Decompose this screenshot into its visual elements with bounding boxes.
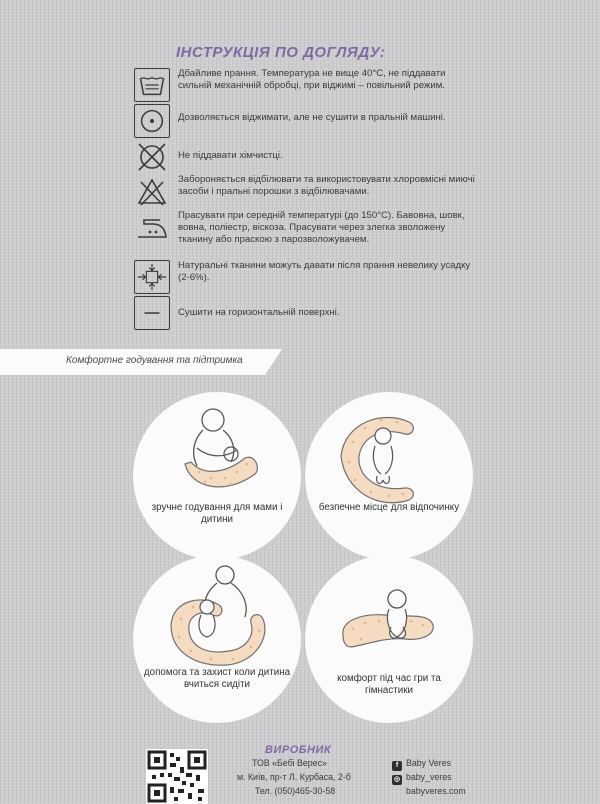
iron-medium-icon	[134, 210, 170, 244]
feature-caption: комфорт під час гри та гімнастики	[337, 673, 441, 696]
feature-card	[133, 555, 301, 723]
baby-tummy-time-illustration	[305, 555, 473, 723]
social-label: Baby Veres	[406, 758, 451, 768]
facebook-icon: f	[392, 761, 402, 771]
banner-text: Комфортне годування та підтримка	[66, 355, 243, 366]
social-label: babyveres.com	[406, 786, 466, 796]
shrink-icon	[134, 260, 170, 294]
care-item-text: Забороняється відбілювати та використовувати хлоровмісні миючі засоби і пральні порошки з відбілювачами.	[178, 174, 475, 198]
feature-card	[305, 392, 473, 560]
baby-resting-illustration	[305, 392, 473, 560]
feature-caption: допомога та захист коли дитина вчиться сидіти	[143, 667, 291, 690]
social-instagram[interactable]	[392, 772, 451, 785]
care-item-text: Не піддавати хімчистці.	[178, 150, 283, 161]
feature-caption: зручне годування для мами і дитини	[151, 502, 283, 525]
care-item-text: Сушити на горизонтальній поверхні.	[178, 307, 340, 318]
tumble-dry-prohibited-icon	[134, 104, 170, 138]
wash-40-icon	[134, 68, 170, 102]
instagram-icon: ◎	[393, 776, 401, 783]
maker-phone: Тел. (050)465-30-58	[255, 786, 336, 796]
care-item-text: Дозволяється віджимати, але не сушити в пральній машині.	[178, 112, 446, 123]
feature-card	[133, 392, 301, 560]
maker-company: ТОВ «Бебі Верес»	[252, 758, 327, 768]
mother-feeding-illustration	[133, 392, 301, 560]
social-web[interactable]	[406, 786, 466, 796]
care-item-text: Прасувати при середній температурі (до 150°С). Бавовна, шовк, вовна, поліестр, віскоза. Прасувати через злегка зволожену тканину або праскою з парозволожувачем.	[178, 210, 465, 246]
care-item-text: Дбайливе прання. Температура не вище 40°С, не піддавати сильній механічній обробці, при віджимі – повільний режим.	[178, 68, 446, 92]
care-title: ІНСТРУКЦІЯ ПО ДОГЛЯДУ:	[176, 44, 386, 61]
social-facebook[interactable]	[392, 758, 451, 771]
dry-flat-icon	[134, 296, 170, 330]
maker-address: м. Київ, пр-т Л. Курбаса, 2-б	[237, 772, 351, 782]
maker-title: ВИРОБНИК	[265, 744, 332, 756]
no-bleach-icon	[134, 174, 170, 208]
feature-caption: безпечне місце для відпочинку	[318, 502, 460, 513]
no-dry-clean-icon	[134, 140, 170, 174]
social-label: baby_veres	[406, 772, 452, 782]
qr-code[interactable]	[146, 749, 208, 804]
baby-sitting-illustration	[133, 555, 301, 723]
feature-card	[305, 555, 473, 723]
care-item-text: Натуральні тканини можуть давати після прання невелику усадку (2-6%).	[178, 260, 471, 284]
